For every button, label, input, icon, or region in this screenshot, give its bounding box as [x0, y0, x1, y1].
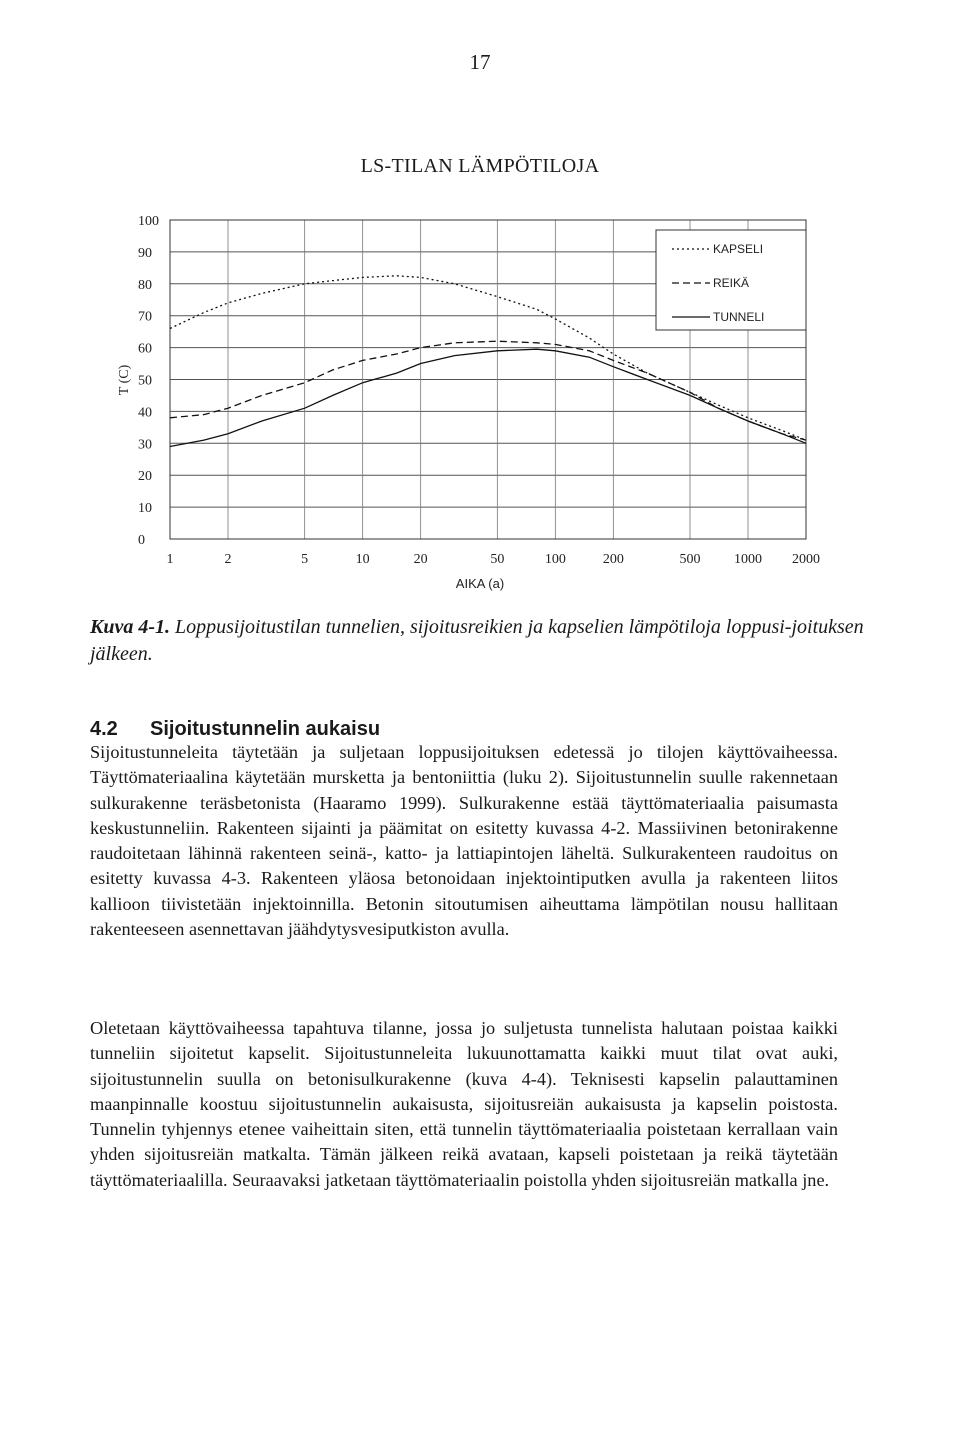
- chart-title: LS-TILAN LÄMPÖTILOJA: [360, 155, 600, 177]
- series-line-reikä: [170, 341, 806, 440]
- temperature-chart: [0, 200, 960, 605]
- y-axis-label: T (C): [117, 364, 132, 396]
- section-number: 4.2: [90, 718, 118, 740]
- figure-caption: [90, 614, 880, 668]
- x-tick-label: 50: [490, 552, 505, 567]
- y-tick-label: 0: [138, 533, 145, 548]
- y-tick-label: 80: [138, 277, 152, 293]
- caption-label: Kuva 4-1.: [90, 616, 170, 638]
- x-tick-label: 200: [602, 552, 624, 567]
- y-tick-label: 50: [138, 373, 152, 389]
- y-tick-label: 90: [138, 245, 152, 261]
- y-tick-label: 30: [138, 437, 152, 453]
- x-tick-label: 100: [544, 552, 566, 567]
- x-tick-labels: [167, 552, 821, 567]
- chart-legend: [656, 230, 806, 330]
- x-tick-label: 5: [301, 552, 309, 567]
- x-tick-label: 1000: [734, 552, 763, 567]
- x-tick-label: 500: [679, 552, 701, 567]
- x-tick-label: 2: [224, 552, 232, 567]
- y-tick-label: 100: [138, 214, 159, 229]
- y-tick-label: 60: [138, 341, 152, 357]
- section-heading: [90, 718, 380, 741]
- y-tick-labels: [138, 214, 159, 548]
- legend-label: TUNNELI: [713, 310, 765, 324]
- x-tick-label: 10: [355, 552, 370, 567]
- x-tick-label: 20: [413, 552, 428, 567]
- y-tick-label: 10: [138, 501, 152, 517]
- caption-text: Loppusijoitustilan tunnelien, sijoitusreikien ja kapselien lämpötiloja loppusi-joituksen jälkeen.: [90, 616, 864, 665]
- y-tick-label: 70: [138, 309, 152, 325]
- series-line-tunneli: [170, 349, 806, 446]
- legend-label: KAPSELI: [713, 242, 764, 256]
- x-tick-label: 2000: [792, 552, 820, 567]
- y-tick-label: 40: [138, 405, 152, 421]
- page-number: 17: [469, 50, 491, 74]
- x-tick-label: 1: [166, 552, 174, 567]
- legend-label: REIKÄ: [713, 276, 750, 290]
- body-paragraph: Oletetaan käyttövaiheessa tapahtuva tilanne, jossa jo suljetusta tunnelista halutaan poistaa kaikki tunneliin sijoitetut kapselit. Sijoitustunneleita lukuunottamatta kaikki muut tilat ovat auki, sijoitustunnelin suulla on betonisulkurakenne (kuva 4-4). Teknisesti kapselin palauttaminen maanpinnalle koostuu sijoitustunnelin aukaisusta, sijoitusreiän aukaisusta ja kapselin poistosta. Tunnelin tyhjennys etenee vaiheittain siten, että tunnelin täyttömateriaalia poistetaan kerrallaan vain yhden sijoitusreiän matkalta. Tämän jälkeen reikä avataan, kapseli poistetaan ja reikä täytetään täyttömateriaalilla. Seuraavaksi jatketaan täyttömateriaalin poistolla yhden sijoitusreiän matkalla jne.: [90, 1018, 838, 1190]
- section-title: Sijoitustunnelin aukaisu: [150, 718, 381, 740]
- x-axis-label: AIKA (a): [455, 576, 505, 591]
- body-paragraph: Sijoitustunneleita täytetään ja suljetaan loppusijoituksen edetessä jo tilojen käyttövaiheessa. Täyttömateriaalina käytetään mursketta ja bentoniittia (luku 2). Sijoitustunnelin suulle rakennetaan sulkurakenne teräsbetonista (Haaramo 1999). Sulkurakenne estää täyttömateriaalia paisumasta keskustunneliin. Rakenteen sijainti ja päämitat on esitetty kuvassa 4-2. Massiivinen betonirakenne raudoitetaan lähinnä rakenteen seinä-, katto- ja lattiapintojen läheltä. Sulkurakenteen raudoitus on esitetty kuvassa 4-3. Rakenteen yläosa betonoidaan injektointiputken avulla ja rakenteen liitos kallioon tiivistetään injektoinnilla. Betonin sitoutumisen aiheuttama lämpötilan nousu hallitaan rakenteeseen asennettavan jäähdytysvesiputkiston avulla.: [90, 742, 838, 940]
- y-tick-label: 20: [138, 469, 152, 485]
